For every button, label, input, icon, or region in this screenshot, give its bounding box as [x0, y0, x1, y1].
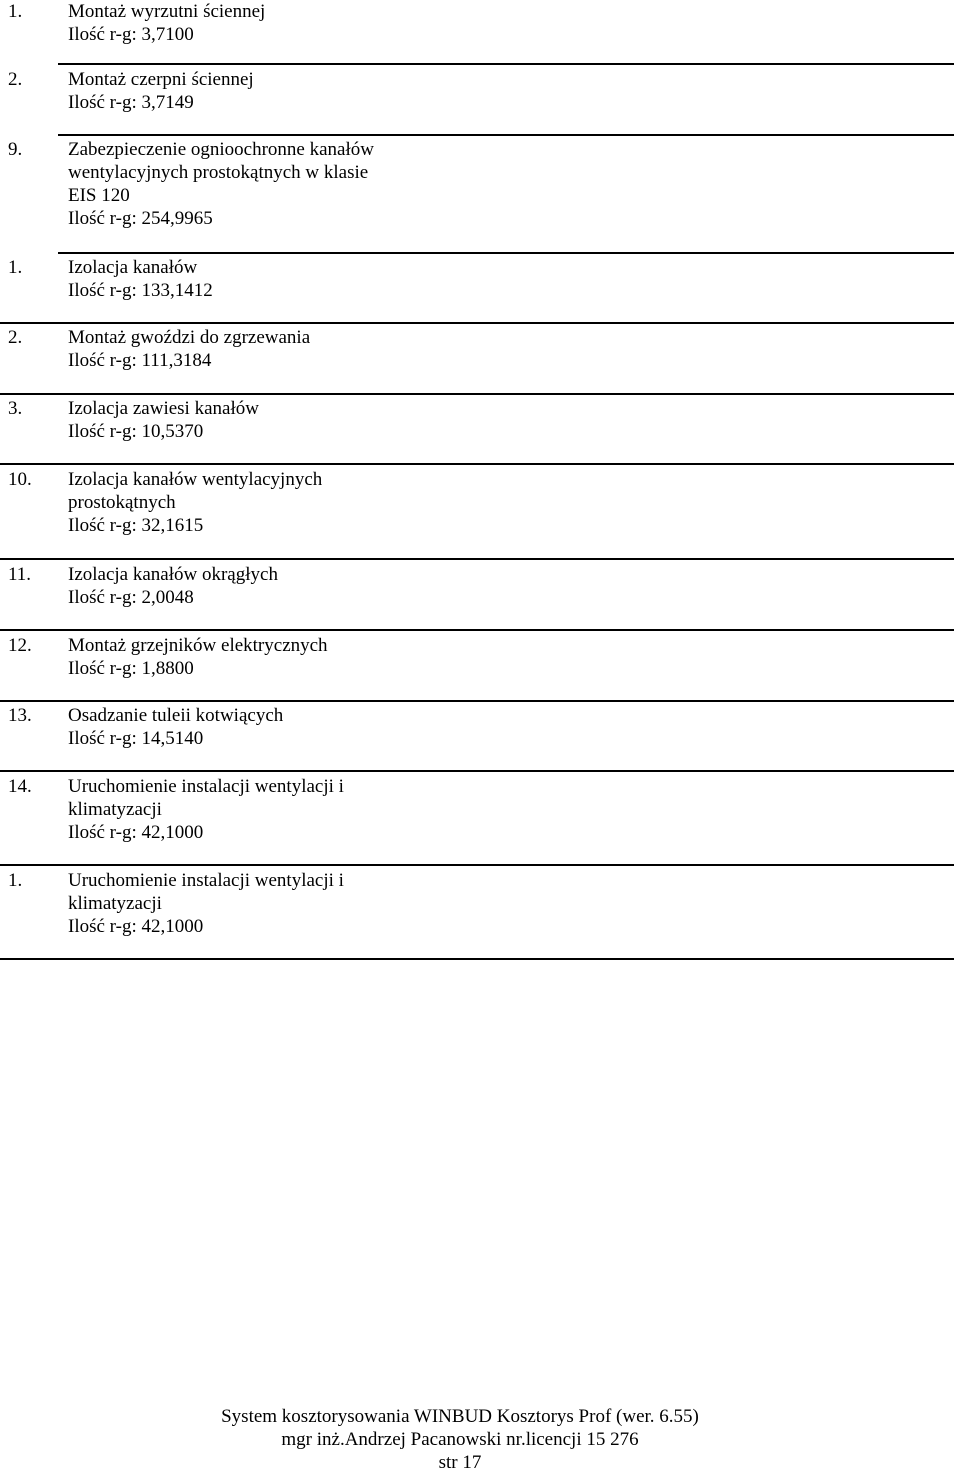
item-quantity: Ilość r-g: 254,9965 — [68, 208, 213, 229]
item-title-line: Zabezpieczenie ognioochronne kanałów — [68, 139, 374, 160]
item-number: 3. — [8, 398, 23, 419]
separator-line — [0, 700, 954, 702]
item-title-line: Izolacja zawiesi kanałów — [68, 398, 259, 419]
item-title-line: prostokątnych — [68, 492, 176, 513]
item-quantity: Ilość r-g: 111,3184 — [68, 350, 212, 371]
item-number: 10. — [8, 469, 32, 490]
item-title-line: Osadzanie tuleii kotwiących — [68, 705, 284, 726]
item-title-line: Izolacja kanałów okrągłych — [68, 564, 278, 585]
footer — [0, 1405, 920, 1474]
footer-page-number: str 17 — [438, 1452, 482, 1473]
item-number: 1. — [8, 257, 23, 278]
item-title-line: Uruchomienie instalacji wentylacji i — [68, 870, 344, 891]
item-quantity: Ilość r-g: 3,7149 — [68, 92, 194, 113]
separator-line — [0, 864, 954, 866]
item-title-line: klimatyzacji — [68, 799, 162, 820]
item-number: 2. — [8, 327, 23, 348]
separator-line — [0, 322, 954, 324]
item-quantity: Ilość r-g: 42,1000 — [68, 822, 204, 843]
item-title-line: wentylacyjnych prostokątnych w klasie — [68, 162, 369, 183]
item-number: 9. — [8, 139, 23, 160]
item-title-line: Montaż gwoździ do zgrzewania — [68, 327, 311, 348]
item-number: 13. — [8, 705, 32, 726]
separator-line — [58, 63, 954, 65]
separator-line — [0, 463, 954, 465]
item-title-line: Montaż czerpni ściennej — [68, 69, 254, 90]
item-quantity: Ilość r-g: 42,1000 — [68, 916, 204, 937]
item-quantity: Ilość r-g: 1,8800 — [68, 658, 194, 679]
item-quantity: Ilość r-g: 10,5370 — [68, 421, 204, 442]
item-title-line: Uruchomienie instalacji wentylacji i — [68, 776, 344, 797]
item-title-line: Montaż wyrzutni ściennej — [68, 1, 266, 22]
separator-line — [0, 558, 954, 560]
item-number: 2. — [8, 69, 23, 90]
separator-line — [0, 393, 954, 395]
item-number: 12. — [8, 635, 32, 656]
separator-line — [58, 134, 954, 136]
item-quantity: Ilość r-g: 14,5140 — [68, 728, 204, 749]
item-number: 11. — [8, 564, 32, 585]
item-quantity: Ilość r-g: 133,1412 — [68, 280, 213, 301]
item-title-line: klimatyzacji — [68, 893, 162, 914]
item-quantity: Ilość r-g: 32,1615 — [68, 515, 204, 536]
item-title-line: Izolacja kanałów wentylacyjnych — [68, 469, 323, 490]
item-number: 1. — [8, 1, 23, 22]
separator-line — [58, 252, 954, 254]
item-title-line: Izolacja kanałów — [68, 257, 198, 278]
item-number: 1. — [8, 870, 23, 891]
footer-software-line: System kosztorysowania WINBUD Kosztorys Prof (wer. 6.55) — [221, 1406, 699, 1427]
item-title-line: Montaż grzejników elektrycznych — [68, 635, 328, 656]
item-quantity: Ilość r-g: 2,0048 — [68, 587, 194, 608]
item-quantity: Ilość r-g: 3,7100 — [68, 24, 194, 45]
item-number: 14. — [8, 776, 32, 797]
separator-line — [0, 629, 954, 631]
separator-line — [0, 770, 954, 772]
separator-line — [0, 958, 954, 960]
item-title-line: EIS 120 — [68, 185, 130, 206]
footer-license-line: mgr inż.Andrzej Pacanowski nr.licencji 15 276 — [281, 1429, 639, 1450]
